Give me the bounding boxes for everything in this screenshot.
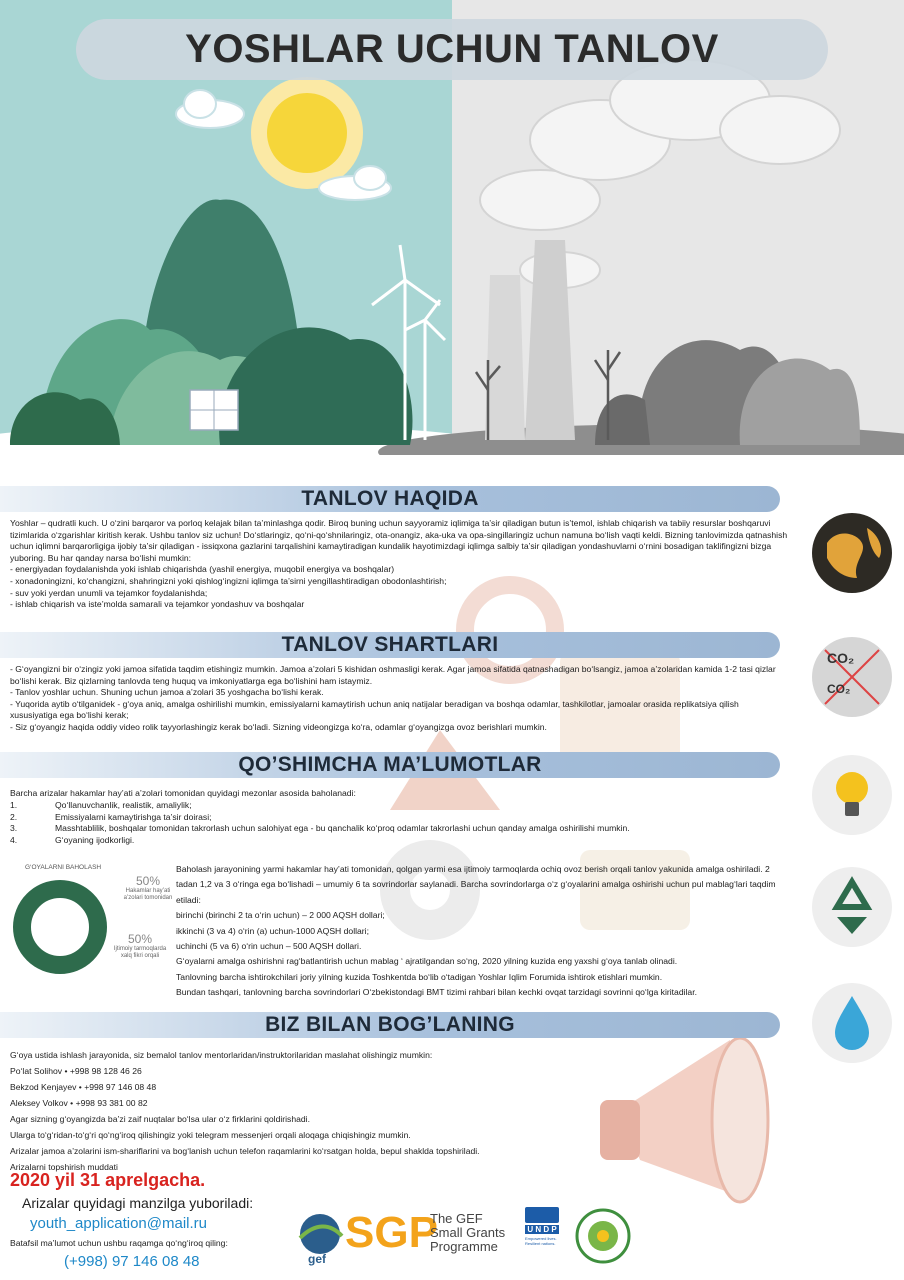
- prize-details: [176, 862, 776, 1001]
- phone-link[interactable]: (+998) 97 146 08 48: [64, 1253, 200, 1270]
- details-line: Baholash jarayonining yarmi hakamlar hay’ati tomonidan, qolgan yarmi esa ijtimoiy tarmoqlarda ochiq ovoz berish orqali tanlov yakunida amalga oshiriladi. 2 tadan 1,2 va 3 o‘ringa ega bo‘lishadi – umumiy 6 ta sovrindorlar saylanadi. Barcha sovrindorlarga o‘z g‘oyalarini amalga oshirishi uchun pul mablag‘lari taqdim etiladi:: [176, 864, 776, 905]
- legend-value-jury: 50%: [135, 874, 161, 888]
- sgp-programme-name: The GEF Small Grants Programme: [430, 1211, 506, 1254]
- undp-logo: [525, 1207, 561, 1267]
- legend-label-jury: Hakamlar hay’ati a’zolari tomonidan: [123, 888, 173, 901]
- poster-title-banner: [76, 19, 828, 80]
- globe-icon: [807, 508, 897, 598]
- criteria-number: 1.: [10, 800, 18, 810]
- criteria-number: 4.: [10, 834, 18, 845]
- about-item: - suv yoki yerdan unumli va tejamkor foydalanishda;: [10, 587, 208, 598]
- criteria-text: Masshtablilik, boshqalar tomonidan takrorlash uchun salohiyat ega - bu qanchalik ko‘proq odamlar takrorlashi uchun qanday amalga oshirilishi mumkin.: [55, 823, 630, 834]
- contact-line: Ularga to‘g‘ridan-to‘g‘ri qo‘ng‘iroq qilishingiz yoki telegram messenjeri orqali aloqaga chiqishingiz mumkin.: [10, 1130, 411, 1140]
- undp-logo-letters: U N D P: [525, 1225, 559, 1234]
- criteria-text: G‘oyaning ijodkorligi.: [55, 834, 135, 845]
- details-line: uchinchi (5 va 6) o‘rin uchun – 500 AQSH dollari.: [176, 941, 362, 952]
- co2-label: CO₂: [827, 682, 851, 696]
- about-item: - energiyadan foydalanishda yoki ishlab chiqarishda (yashil energiya, muqobil energiya va boshqalar): [10, 564, 395, 575]
- rules-line: - Yuqorida aytib o‘tilganidek - g‘oya aniq, amalga oshirilishi mumkin, emissiyalarni kamaytirish uchun aniq natijalar beradigan va boshqa odamlar, tashkilotlar, jamoalar orasida replikatsiya qilish xususiyatiga ega bo‘lishi kerak;: [10, 698, 739, 721]
- criteria-text: Emissiyalarni kamaytirishga ta’sir doirasi;: [55, 811, 212, 822]
- details-line: birinchi (birinchi 2 ta o‘rin uchun) – 2 000 AQSH dollari;: [176, 910, 385, 921]
- details-line: Bundan tashqari, tanlovning barcha sovrindorlari O‘zbekistondagi BMT tizimi rahbari bilan kechki ovqat tarzidagi sovrinni qo‘lga kiritadilar.: [176, 987, 697, 998]
- undp-tagline: Empowered lives. Resilient nations.: [525, 1236, 557, 1246]
- more-info-intro: Barcha arizalar hakamlar hay’ati a’zolari tomonidan quyidagi mezonlar asosida baholanadi:: [10, 788, 356, 798]
- contact-line: Agar sizning g‘oyangizda ba’zi zaif nuqtalar bo‘lsa ular o‘z firklarini qoldirishadi.: [10, 1114, 310, 1124]
- legend-value-public: 50%: [127, 932, 153, 946]
- criteria-item: [10, 800, 780, 812]
- co2-label: CO₂: [827, 650, 855, 666]
- criteria-list: [10, 800, 780, 846]
- section-heading-more-info: QO’SHIMCHA MA’LUMOTLAR: [238, 753, 542, 776]
- section-bar-about: [0, 486, 780, 512]
- criteria-item: [10, 835, 780, 847]
- phone-label: Batafsil ma’lumot uchun ushbu raqamga qo‘ng‘iroq qiling:: [10, 1238, 228, 1248]
- gef-logo-text: gef: [308, 1252, 326, 1266]
- criteria-text: Qo‘llanuvchanlik, realistik, amaliylik;: [55, 800, 192, 810]
- donut-slice: [60, 889, 98, 965]
- section-heading-contact: BIZ BILAN BOG’LANING: [265, 1013, 515, 1036]
- gef-logo: [290, 1208, 350, 1268]
- farmers-council-seal: [575, 1208, 631, 1264]
- evaluation-chart: [10, 864, 173, 984]
- criteria-number: 2.: [10, 811, 18, 822]
- rules-text-block: [10, 664, 780, 734]
- details-line: G‘oyalarni amalga oshirishni rag‘batlantirish uchun mablag ‘ ajratilgandan so‘ng, 2020 yilning kuzida eng yaxshi g‘oya tanlab olinadi.: [176, 956, 678, 967]
- chart-title: G‘OYALARNI BAHOLASH: [25, 864, 102, 871]
- about-item: - ishlab chiqarish va iste’molda samarali va tejamkor yondashuv va boshqalar: [10, 599, 305, 610]
- email-link[interactable]: youth_application@mail.ru: [30, 1215, 207, 1232]
- details-line: Tanlovning barcha ishtirokchilari joriy yilning kuzida Toshkentda bo‘lib o‘tadigan Yoshlar Iqlim Forumida ishtirok etishlari mumkin.: [176, 971, 663, 982]
- criteria-item: [10, 823, 780, 835]
- legend-item-jury: [118, 874, 178, 902]
- rules-line: - Tanlov yoshlar uchun. Shuning uchun jamoa a’zolari 35 yoshgacha bo‘lishi kerak.: [10, 687, 324, 698]
- criteria-item: [10, 812, 780, 824]
- about-paragraph: Yoshlar – qudratli kuch. U o‘zini barqaror va porloq kelajak bilan ta’minlashga qodir. Biroq buning uchun sayyoramiz iqlimiga ta’sir qiladigan butun is’temol, ishlab chiqarish va tabiiy resurslar boshqaruvi tizimlarida o‘zgarishlar kiritish kerak. Ushbu tanlov siz uchun! Do‘stlaringiz, qo‘ni-qo‘shnilaringiz, ota-onangiz, aka-uka va opa-singillaringiz uchun namuna bo‘lish vaqti keldi. Bizning tanlovimizda qatnashish uchun iqlimni barqarorligiga ijobiy ta’sir qiladigan - issiqxona gazlarini tarqalishini kamaytiradigan kundalik hayotimizdagi iqlimga salbiy ta’sir qiladigan yondashuvlarni o‘rnini bosadigan taklifingizni bizga yuboring. Bu har qanday narsa bo‘lishi mumkin:: [10, 518, 788, 563]
- contact-line: Po‘lat Solihov • +998 98 128 46 26: [10, 1066, 142, 1076]
- legend-item-public: [110, 932, 170, 960]
- section-bar-more-info: [0, 752, 780, 778]
- lightbulb-icon: [807, 750, 897, 840]
- contact-line: Bekzod Kenjayev • +998 97 146 08 48: [10, 1082, 157, 1092]
- criteria-number: 3.: [10, 823, 18, 834]
- section-bar-contact: [0, 1012, 780, 1038]
- about-text-block: [10, 518, 788, 611]
- section-heading-rules: TANLOV SHARTLARI: [281, 633, 499, 656]
- rules-line: - Siz g‘oyangiz haqida oddiy video rolik tayyorlashingiz kerak bo‘ladi. Sizning videongizga ko‘ra, odamlar g‘oyangizga ovoz berishlari mumkin.: [10, 721, 547, 732]
- contact-line: Aleksey Volkov • +998 93 381 00 82: [10, 1098, 148, 1108]
- sgp-logo: SGP: [345, 1208, 438, 1257]
- section-bar-rules: [0, 632, 780, 658]
- poster-title: YOSHLAR UCHUN TANLOV: [185, 27, 719, 71]
- donut-chart: [10, 872, 110, 982]
- contact-line: Arizalar jamoa a’zolarini ism-shariflarini va bog‘lanish uchun telefon raqamlarini ko‘rsatgan holda, bepul shaklda topshiriladi.: [10, 1146, 480, 1156]
- recycle-icon: [807, 862, 897, 952]
- about-item: - xonadoningizni, ko‘changizni, shahringizni yoki qishlog‘ingizni iqlimga ta’sirni yengillashtiradigan obodonlashtirish;: [10, 575, 447, 586]
- section-heading-about: TANLOV HAQIDA: [301, 487, 479, 510]
- deadline-date: 2020 yil 31 aprelgacha.: [10, 1170, 206, 1190]
- contact-line: Arizalarni topshirish muddati: [10, 1162, 118, 1172]
- contact-line: G‘oya ustida ishlash jarayonida, siz bemalol tanlov mentorlaridan/instruktorilaridan maslahat olishingiz mumkin:: [10, 1050, 433, 1060]
- co2-emission-icon: [807, 632, 897, 722]
- sun-icon: [251, 77, 363, 189]
- details-line: ikkinchi (3 va 4) o‘rin (a) uchun-1000 AQSH dollari;: [176, 925, 369, 936]
- rules-line: - G‘oyangizni bir o‘zingiz yoki jamoa sifatida taqdim etishingiz mumkin. Jamoa a’zolari 5 kishidan oshmasligi kerak. Agar jamoa sifatida qatnashadigan bo‘lsangiz, jamoa a’zolaridan kamida 1-2 tasi qizlar bo‘lishi kerak. Biz qizlarning tanlovda teng huquq va imkoniyatlarga ega bo‘lishini ham istaymiz.: [10, 664, 776, 686]
- water-drop-icon: [807, 978, 897, 1068]
- donut-slice: [22, 889, 60, 965]
- legend-label-public: Ijtimoiy tarmoqlarda xalq fikri orqali: [113, 946, 167, 959]
- address-label: Arizalar quyidagi manzilga yuboriladi:: [22, 1195, 254, 1211]
- contact-text-block: [10, 1047, 600, 1175]
